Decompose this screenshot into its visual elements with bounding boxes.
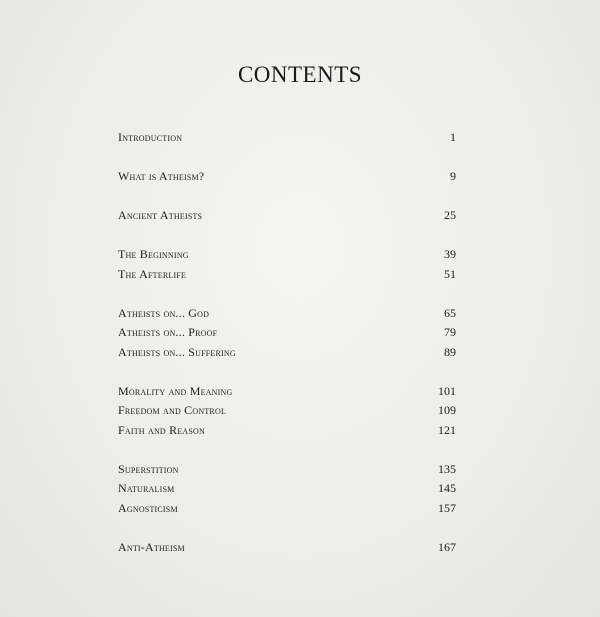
toc-group (118, 167, 456, 187)
toc-entry-label: Agnosticism (118, 500, 178, 515)
toc-entry-label: Atheists on... Proof (118, 325, 218, 339)
toc-entry[interactable] (118, 479, 456, 499)
toc-entry[interactable] (118, 421, 456, 441)
toc-entry-label: Ancient Atheists (118, 208, 203, 222)
toc-entry[interactable] (118, 460, 456, 480)
toc-entry-label: Morality and Meaning (118, 383, 233, 398)
toc-entry-page-number: 65 (444, 305, 456, 320)
toc-group (118, 245, 456, 284)
toc-group (118, 538, 456, 558)
toc-group (118, 382, 456, 441)
toc-entry[interactable] (118, 265, 456, 285)
toc-entry-label: Naturalism (118, 481, 175, 495)
toc-group (118, 206, 456, 226)
toc-group (118, 460, 456, 519)
toc-entry-label: The Afterlife (118, 266, 187, 281)
toc-group (118, 128, 456, 148)
toc-entry[interactable] (118, 538, 456, 558)
table-of-contents (118, 128, 456, 577)
toc-entry-page-number: 145 (438, 481, 456, 495)
toc-entry-page-number: 89 (444, 344, 456, 359)
toc-entry[interactable] (118, 304, 456, 324)
toc-entry[interactable] (118, 206, 456, 226)
toc-entry-page-number: 101 (438, 383, 456, 398)
toc-entry[interactable] (118, 401, 456, 421)
toc-entry-page-number: 79 (444, 325, 456, 339)
toc-entry-label: Atheists on... God (118, 305, 210, 320)
toc-entry-page-number: 109 (438, 403, 456, 417)
toc-entry-label: Freedom and Control (118, 403, 227, 417)
toc-entry[interactable] (118, 323, 456, 343)
toc-entry-page-number: 9 (450, 169, 456, 183)
toc-entry-label: Faith and Reason (118, 422, 205, 437)
toc-entry-label: Superstition (118, 461, 179, 476)
toc-entry-page-number: 39 (444, 247, 456, 261)
toc-entry-label: What is Atheism? (118, 169, 205, 183)
toc-entry[interactable] (118, 167, 456, 187)
toc-entry-label: The Beginning (118, 247, 189, 261)
toc-entry-label: Anti-Atheism (118, 539, 185, 554)
toc-entry-label: Introduction (118, 130, 183, 144)
toc-entry[interactable] (118, 343, 456, 363)
toc-entry-label: Atheists on... Suffering (118, 344, 236, 359)
toc-entry-page-number: 25 (444, 208, 456, 222)
toc-entry[interactable] (118, 128, 456, 148)
toc-entry[interactable] (118, 245, 456, 265)
toc-group (118, 304, 456, 363)
toc-entry[interactable] (118, 499, 456, 519)
toc-entry[interactable] (118, 382, 456, 402)
toc-entry-page-number: 121 (438, 422, 456, 437)
page-title: CONTENTS (237, 62, 363, 87)
toc-entry-page-number: 167 (438, 539, 456, 554)
toc-entry-page-number: 157 (438, 500, 456, 515)
toc-entry-page-number: 1 (450, 130, 456, 144)
toc-entry-page-number: 135 (438, 461, 456, 476)
toc-entry-page-number: 51 (444, 266, 456, 281)
